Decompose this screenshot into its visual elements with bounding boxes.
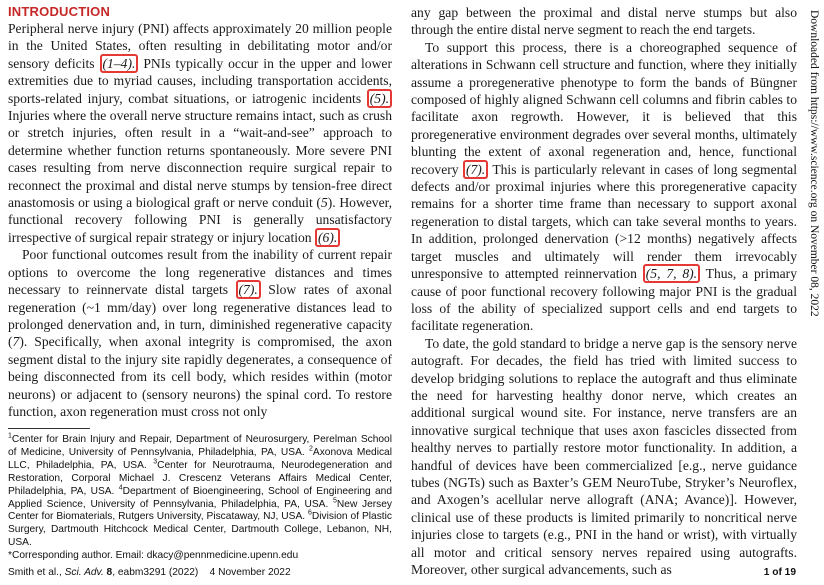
- citation-6[interactable]: (6).: [315, 228, 340, 247]
- citation-7[interactable]: (7).: [236, 280, 261, 299]
- download-watermark: Downloaded from https://www.science.org on November 08, 2022: [808, 10, 820, 317]
- footnote-divider: [8, 428, 90, 429]
- citation-5-plain: 5: [320, 195, 328, 211]
- page-footer-citation: Smith et al., Sci. Adv. 8, eabm3291 (2022) 4 November 2022: [8, 567, 291, 578]
- affiliation-1: $^1$Center for Brain Injury and Repair, Department of Neurosurgery, Perelman School of Medicine, University of Pennsylvania, Philadelphia, PA, USA.: [8, 432, 392, 458]
- affiliation-4: $^4$Department of Bioengineering, School of Engineering and Applied Science, University of Pennsylvania, Philadelphia, PA, USA.: [8, 484, 392, 510]
- citation-5[interactable]: (5).: [367, 89, 392, 108]
- continuation-paragraph: any gap between the proximal and distal nerve stumps but also through the entire distal nerve segment to reach the end targets.: [411, 5, 797, 38]
- schwann-paragraph: To support this process, there is a choreographed sequence of alterations in Schwann cell structure and function, where they initially assume a proregenerative phenotype to form the bands of Büngner composed of highly aligned Schwann cell columns and fibrin cables to facilitate axon regrowth. However, it is believed that this proregenerative environment degrades over several months, ultimately blunting the extent of axonal regeneration and, hence, functional recovery (7). This is particularly relevant in cases of long segmental defects and/or proximal injuries where this proregenerative capacity remains for a shorter time frame than necessary to support axonal regeneration to distal targets, which can take several months to years. In addition, prolonged denervation (>12 months) negatively affects target muscles and ultimately will render them irrevocably unresponsive to attempted reinnervation (5, 7, 8). Thus, a primary cause of poor functional recovery following major PNI is the gradual loss of the ability of specialized support cells and end targets to facilitate regeneration.: [411, 39, 798, 334]
- section-heading: INTRODUCTION: [8, 4, 111, 19]
- affiliations-footnote: [8, 434, 392, 563]
- right-column: [411, 4, 797, 578]
- affiliation-6: $^6$Division of Plastic Surgery, Dartmouth Hitchcock Medical Center, Dartmouth College, Lebanon, NH, USA.: [8, 510, 392, 549]
- affiliation-3: $^3$Center for Neurotrauma, Neurodegeneration and Restoration, Corporal Michael J. Crescenz Veterans Affairs Medical Center, Philadelphia, PA, USA.: [8, 458, 393, 497]
- citation-1-4[interactable]: (1–4).: [100, 54, 139, 73]
- corresponding-author: *Corresponding author. Email: dkacy@pennmedicine.upenn.edu: [8, 550, 299, 562]
- affiliation-2: $^2$Axonova Medical LLC, Philadelphia, PA, USA.: [8, 445, 392, 471]
- page-number: 1 of 19: [763, 567, 796, 578]
- citation-7-right[interactable]: (7).: [463, 160, 488, 179]
- gold-standard-paragraph: To date, the gold standard to bridge a nerve gap is the sensory nerve autograft. For decades, the field has tried with limited success to develop bridging solutions to replace the autograft and thus eliminate the need for harvesting healthy donor nerve, which creates an additional surgical wound site. For instance, nerve transfers are an innovative surgical technique that uses axon fascicles dissected from healthy nerves to partially restore motor functionality. In addition, a handful of devices have been commercialized [e.g., nerve guidance tubes (NGTs) such as Baxter’s GEM NeuroTube, Stryker’s Neuroflex, and Axogen’s acellular nerve allograft (ANA; Avance)]. However, clinical use of these products is limited primarily to noncritical nerve injuries close to targets (e.g., PNI in the hand or wrist), with virtually all motor and critical sensory nerves repaired using autografts. Moreover, other surgical advancements, such as: [411, 335, 797, 577]
- intro-paragraph-1: Peripheral nerve injury (PNI) affects approximately 20 million people in the United States, often resulting in debilitating motor and/or sensory deficits (1–4). PNIs typically occur in the upper and lower extremities due to myriad causes, including transportation accidents, sports-related injury, combat situations, or iatrogenic incidents (5). Injuries where the overall nerve structure remains intact, such as crush or stretch injuries, often result in a “wait-and-see” approach to determine whether function returns spontaneously. More severe PNI cases resulting from nerve disconnection require surgical repair to reconnect the proximal and distal nerve stumps by tension-free direct anastomosis or using a biological graft or nerve conduit (5). However, functional recovery following PNI is generally unsatisfactory irrespective of surgical repair strategy or injury location (6).: [8, 21, 392, 245]
- left-column: [8, 4, 392, 420]
- affiliation-5: $^5$New Jersey Center for Biomaterials, Rutgers University, Piscataway, NJ, USA.: [8, 497, 392, 523]
- citation-7-plain: 7: [12, 334, 20, 350]
- citation-5-7-8[interactable]: (5, 7, 8).: [643, 264, 700, 283]
- intro-paragraph-2: Poor functional outcomes result from the inability of current repair options to overcome the long regenerative distances and times necessary to reinnervate distal targets (7). Slow rates of axonal regeneration (~1 mm/day) over long regenerative distances lead to prolonged denervation and, in turn, diminished regenerative capacity (7). Specifically, when axonal integrity is compromised, the axon segment distal to the injury site rapidly degenerates, a consequence of being disconnected from its cell body, which resides within (motor neurons) or adjacent to (sensory neurons) the spinal cord. To restore function, axon regeneration must cross not only: [8, 247, 392, 419]
